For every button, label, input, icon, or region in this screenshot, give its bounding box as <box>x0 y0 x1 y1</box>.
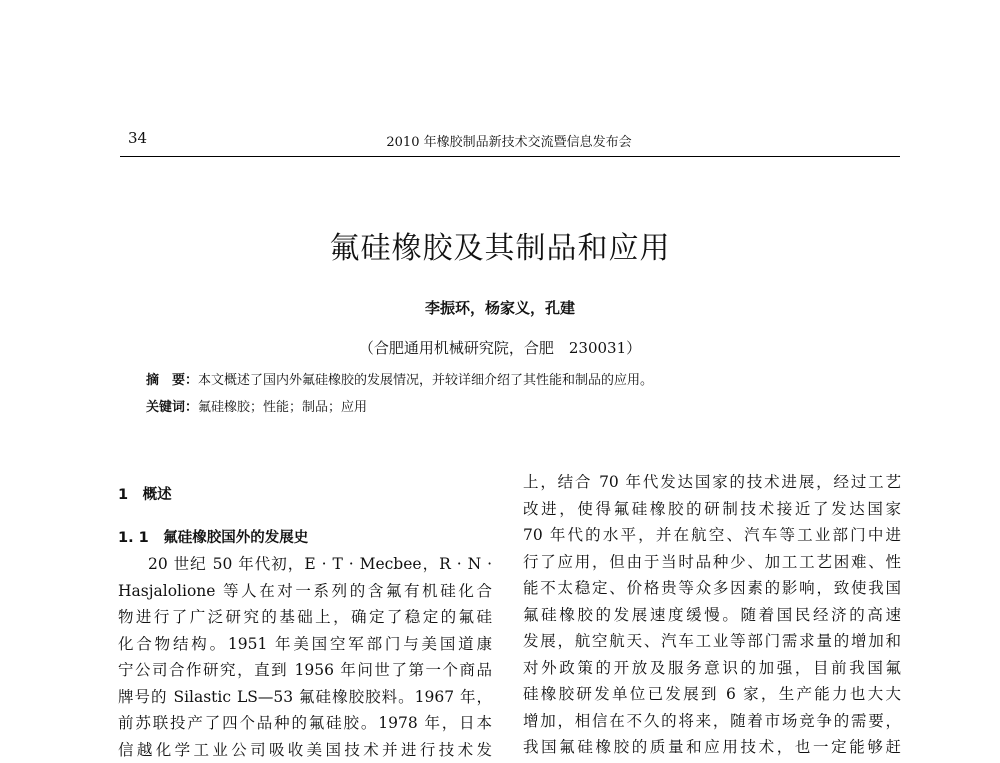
paper-affiliation: （合肥通用机械研究院，合肥 230031） <box>0 337 1000 359</box>
text-line: 对外政策的开放及服务意识的加强，目前我国氟 <box>523 655 901 682</box>
text-line: 化合物结构。1951 年美国空军部门与美国道康 <box>118 631 492 658</box>
keywords-label: 关键词： <box>146 400 198 415</box>
text-line: 70 年代的水平，并在航空、汽车等工业部门中进 <box>523 522 901 549</box>
right-column <box>523 469 901 761</box>
text-line: Hasjalolione 等人在对一系列的含氟有机硅化合 <box>118 578 492 605</box>
paper-title: 氟硅橡胶及其制品和应用 <box>0 229 1000 269</box>
text-line: 发展，航空航天、汽车工业等部门需求量的增加和 <box>523 628 901 655</box>
header-rule <box>120 156 900 157</box>
section-heading-1: 1 概述 <box>118 482 492 509</box>
text-line: 宁公司合作研究，直到 1956 年问世了第一个商品 <box>118 657 492 684</box>
text-line: 物进行了广泛研究的基础上，确定了稳定的氟硅 <box>118 604 492 631</box>
left-column <box>118 482 492 763</box>
text-line: 硅橡胶研发单位已发展到 6 家，生产能力也大大 <box>523 681 901 708</box>
section-heading-1-1: 1. 1 氟硅橡胶国外的发展史 <box>118 525 492 552</box>
keywords <box>146 399 906 417</box>
text-line: 氟硅橡胶的发展速度缓慢。随着国民经济的高速 <box>523 602 901 629</box>
text-line: 增加，相信在不久的将来，随着市场竞争的需要， <box>523 708 901 735</box>
text-line: 行了应用，但由于当时品种少、加工工艺困难、性 <box>523 549 901 576</box>
right-column-text <box>523 469 901 761</box>
text-line: 牌号的 Silastic LS—53 氟硅橡胶胶料。1967 年， <box>118 684 492 711</box>
abstract-label: 摘 要： <box>146 373 198 388</box>
text-line: 前苏联投产了四个品种的氟硅胶。1978 年，日本 <box>118 710 492 737</box>
abstract <box>146 372 906 390</box>
paper-authors: 李振环，杨家义，孔建 <box>0 297 1000 319</box>
left-column-text <box>118 551 492 763</box>
text-line: 能不太稳定、价格贵等众多因素的影响，致使我国 <box>523 575 901 602</box>
text-line: 改进，使得氟硅橡胶的研制技术接近了发达国家 <box>523 496 901 523</box>
page-number: 34 <box>128 128 147 148</box>
keywords-text: 氟硅橡胶；性能；制品；应用 <box>198 400 367 415</box>
text-line: 信越化学工业公司吸收美国技术并进行技术发 <box>118 737 492 763</box>
text-line: 20 世纪 50 年代初，E · T · Mecbee，R · N · <box>118 551 492 578</box>
abstract-text: 本文概述了国内外氟硅橡胶的发展情况，并较详细介绍了其性能和制品的应用。 <box>198 373 653 388</box>
running-header: 2010 年橡胶制品新技术交流暨信息发布会 <box>0 134 1000 152</box>
text-line: 我国氟硅橡胶的质量和应用技术，也一定能够赶 <box>523 734 901 761</box>
text-line: 上，结合 70 年代发达国家的技术进展，经过工艺 <box>523 469 901 496</box>
